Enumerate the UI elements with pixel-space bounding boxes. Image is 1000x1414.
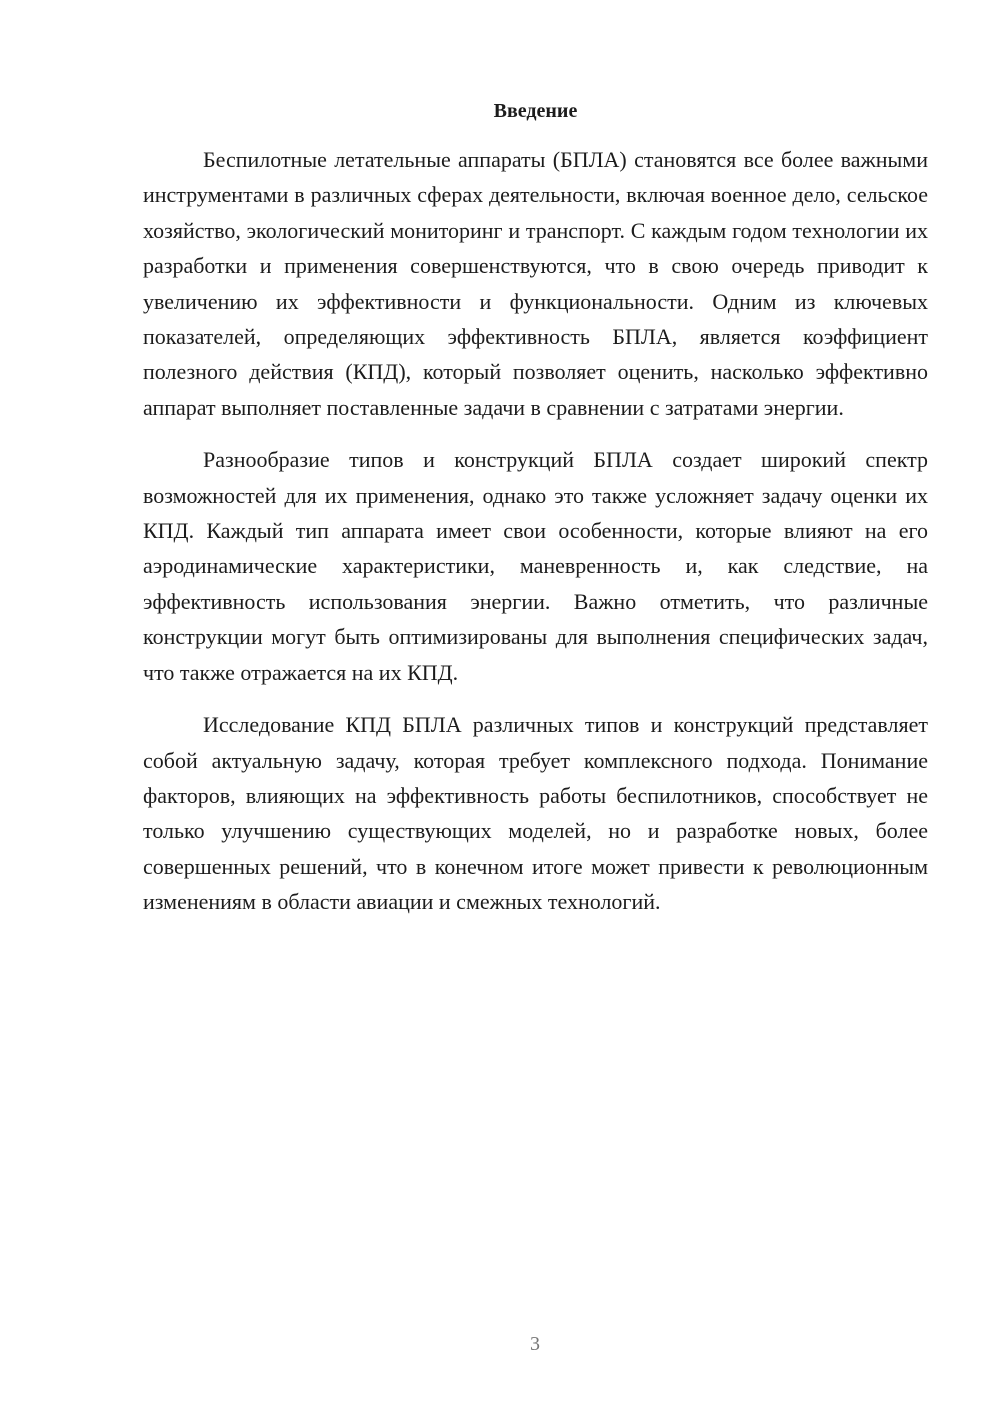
paragraph-1: Беспилотные летательные аппараты (БПЛА) становятся все более важными инструментами в различных сферах деятельности, включая военное дело, сельское хозяйство, экологический мониторинг и транспорт. С каждым годом технологии их разработки и применения совершенствуются, что в свою очередь приводит к увеличению их эффективности и функциональности. Одним из ключевых показателей, определяющих эффективность БПЛА, является коэффициент полезного действия (КПД), который позволяет оценить, насколько эффективно аппарат выполняет поставленные задачи в сравнении с затратами энергии. [143, 147, 928, 420]
paragraph-3: Исследование КПД БПЛА различных типов и конструкций представляет собой актуальную задачу, которая требует комплексного подхода. Понимание факторов, влияющих на эффективность работы беспилотников, способствует не только улучшению существующих моделей, но и разработке новых, более совершенных решений, что в конечном итоге может привести к революционным изменениям в области авиации и смежных технологий. [143, 712, 928, 915]
section-title: Введение [493, 100, 578, 122]
page-number: 3 [530, 1333, 540, 1355]
paragraph-2: Разнообразие типов и конструкций БПЛА создает широкий спектр возможностей для их применения, однако это также усложняет задачу оценки их КПД. Каждый тип аппарата имеет свои особенности, которые влияют на его аэродинамические характеристики, маневренность и, как следствие, на эффективность использования энергии. Важно отметить, что различные конструкции могут быть оптимизированы для выполнения специфических задач, что также отражается на их КПД. [143, 447, 928, 685]
document-body [143, 95, 928, 937]
